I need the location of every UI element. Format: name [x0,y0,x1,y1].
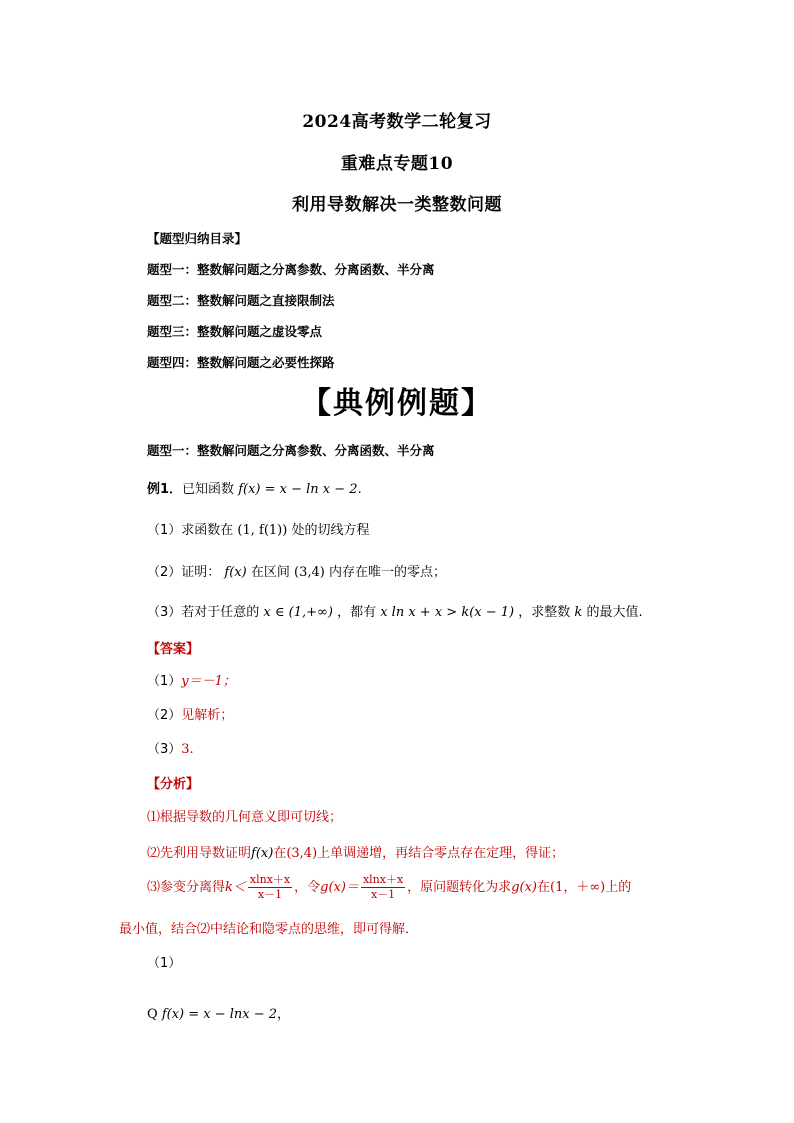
answer-1 [147,670,236,689]
analysis-point-2-c: 上单调递增，再结合零点存在定理，得证； [317,846,565,861]
question-3-prefix: （3）若对于任意的 [147,605,260,620]
toc-item-1: 题型一：整数解问题之分离参数、分离函数、半分离 [147,262,435,277]
solution-line-1 [147,1003,290,1022]
example-function: f(x) = x − ln x − 2 [238,482,358,497]
toc-header: 【题型归纳目录】 [147,231,248,246]
analysis-point-1: ⑴根据导数的几何意义即可切线； [147,810,343,825]
answer-3-prefix: （3） [147,742,182,757]
example-statement [147,478,362,497]
example-label: 例1． [147,482,183,497]
question-1-prefix: （1）求函数在 [147,523,234,538]
example-intro: 已知函数 [182,482,235,497]
toc-item-3: 题型三：整数解问题之虚设零点 [147,324,323,339]
question-1 [147,519,369,538]
analysis-point-2-b: 在 [273,846,287,861]
toc-item-2: 题型二：整数解问题之直接限制法 [147,293,335,308]
fraction-1 [248,873,292,902]
fraction-1-denominator: x－1 [257,888,283,901]
solution-end: ， [277,1007,291,1022]
fraction-2-numerator: xlnx＋x [362,873,404,886]
analysis-point-3-c: ，原问题转化为求 [407,880,512,895]
question-1-point: (1, f(1)) [237,523,288,538]
answer-1-prefix: （1） [147,674,182,689]
analysis-point-3-gx: g(x) [511,880,537,895]
question-3-k: k [574,605,583,620]
doc-title-main: 2024高考数学二轮复习 [302,112,492,132]
question-2-suffix: 内存在唯一的零点； [328,565,446,580]
fraction-2-denominator: x－1 [370,888,396,901]
question-3-domain: x ∈ (1,+∞) [263,605,333,620]
analysis-point-2-function: f(x) [251,846,274,861]
question-2-function: f(x) [224,565,247,580]
example-end: . [357,482,362,497]
question-2 [147,561,446,580]
answer-3-value: 3. [181,742,194,757]
doc-title-topic: 利用导数解决一类整数问题 [292,195,502,215]
section-header: 【典例例题】 [301,386,493,421]
analysis-point-2-interval: (3,4) [286,846,318,861]
toc-item-4: 题型四：整数解问题之必要性探路 [147,355,335,370]
question-3 [147,601,643,620]
analysis-point-3-e: 上的 [605,880,632,895]
question-3-inequality: x ln x + x > k(x − 1) [380,605,515,620]
section-subtitle: 题型一：整数解问题之分离参数、分离函数、半分离 [147,443,435,458]
since-symbol: Q [147,1007,158,1022]
question-3-mid2: ，求整数 [518,605,571,620]
analysis-point-3-interval: (1，＋∞) [550,880,606,895]
analysis-point-2 [147,842,564,861]
solution-function: f(x) = x − lnx − 2 [161,1007,278,1022]
analysis-point-3-b: ，令 [294,880,321,895]
analysis-point-3 [147,873,631,902]
answer-header: 【答案】 [147,642,200,657]
analysis-header: 【分析】 [147,777,200,792]
answer-1-value: y＝－1； [181,674,236,689]
analysis-point-3-g: g(x)＝ [320,880,359,895]
analysis-point-3-a: ⑶参变分离得 [147,880,226,895]
question-2-mid: 在区间 [250,565,290,580]
answer-2-prefix: （2） [147,708,182,723]
fraction-1-numerator: xlnx＋x [249,873,291,886]
analysis-point-3-k: k＜ [225,880,246,895]
question-3-suffix: 的最大值. [586,605,643,620]
analysis-point-3-d: 在 [536,880,550,895]
question-3-mid: ，都有 [337,605,377,620]
question-2-prefix: （2）证明： [147,565,221,580]
fraction-2 [361,873,405,902]
doc-title-topic-number: 重难点专题10 [340,154,454,174]
answer-2-value: 见解析； [181,708,234,723]
question-1-suffix: 处的切线方程 [291,523,370,538]
answer-3 [147,738,194,757]
answer-2 [147,704,233,723]
question-2-interval: (3,4) [294,565,325,580]
analysis-point-3-continued: 最小值，结合⑵中结论和隐零点的思维，即可得解． [119,922,419,937]
analysis-point-2-a: ⑵先利用导数证明 [147,846,252,861]
solution-part-label: （1） [147,956,182,971]
